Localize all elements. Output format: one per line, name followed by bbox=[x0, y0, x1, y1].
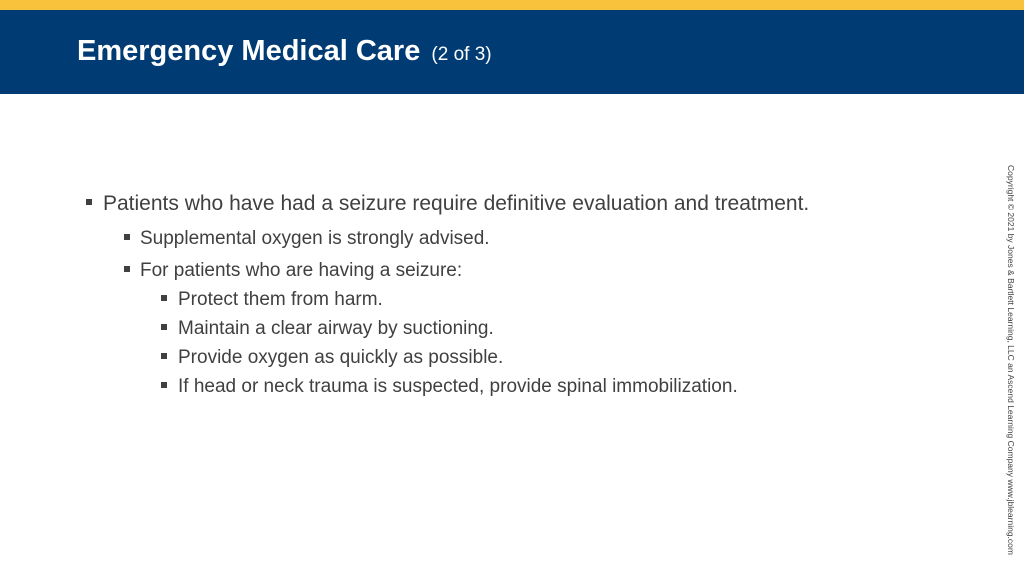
bullet-item bbox=[178, 317, 494, 341]
slide-title-text: Emergency Medical Care bbox=[77, 35, 421, 67]
bullet-text: For patients who are having a seizure: bbox=[140, 260, 463, 281]
bullet-item bbox=[103, 191, 809, 217]
bullet-marker bbox=[86, 199, 92, 205]
bullet-marker bbox=[161, 324, 167, 330]
copyright-notice: Copyright © 2021 by Jones & Bartlett Learning, LLC an Ascend Learning Company www.jblearning.com bbox=[1006, 165, 1016, 555]
bullet-text: Protect them from harm. bbox=[178, 289, 383, 310]
slide-subtitle: (2 of 3) bbox=[431, 44, 492, 65]
bullet-text: Supplemental oxygen is strongly advised. bbox=[140, 228, 490, 249]
bullet-marker bbox=[161, 382, 167, 388]
bullet-marker bbox=[124, 266, 130, 272]
bullet-item bbox=[178, 288, 383, 312]
bullet-item bbox=[140, 259, 462, 283]
bullet-text: If head or neck trauma is suspected, provide spinal immobilization. bbox=[178, 376, 738, 397]
bullet-text: Maintain a clear airway by suctioning. bbox=[178, 318, 494, 339]
bullet-marker bbox=[124, 234, 130, 240]
bullet-text: Provide oxygen as quickly as possible. bbox=[178, 347, 504, 368]
bullet-item bbox=[178, 346, 503, 370]
bullet-item bbox=[178, 375, 738, 399]
bullet-text: Patients who have had a seizure require definitive evaluation and treatment. bbox=[103, 192, 810, 215]
bullet-item bbox=[140, 227, 490, 251]
bullet-marker bbox=[161, 295, 167, 301]
bullet-marker bbox=[161, 353, 167, 359]
